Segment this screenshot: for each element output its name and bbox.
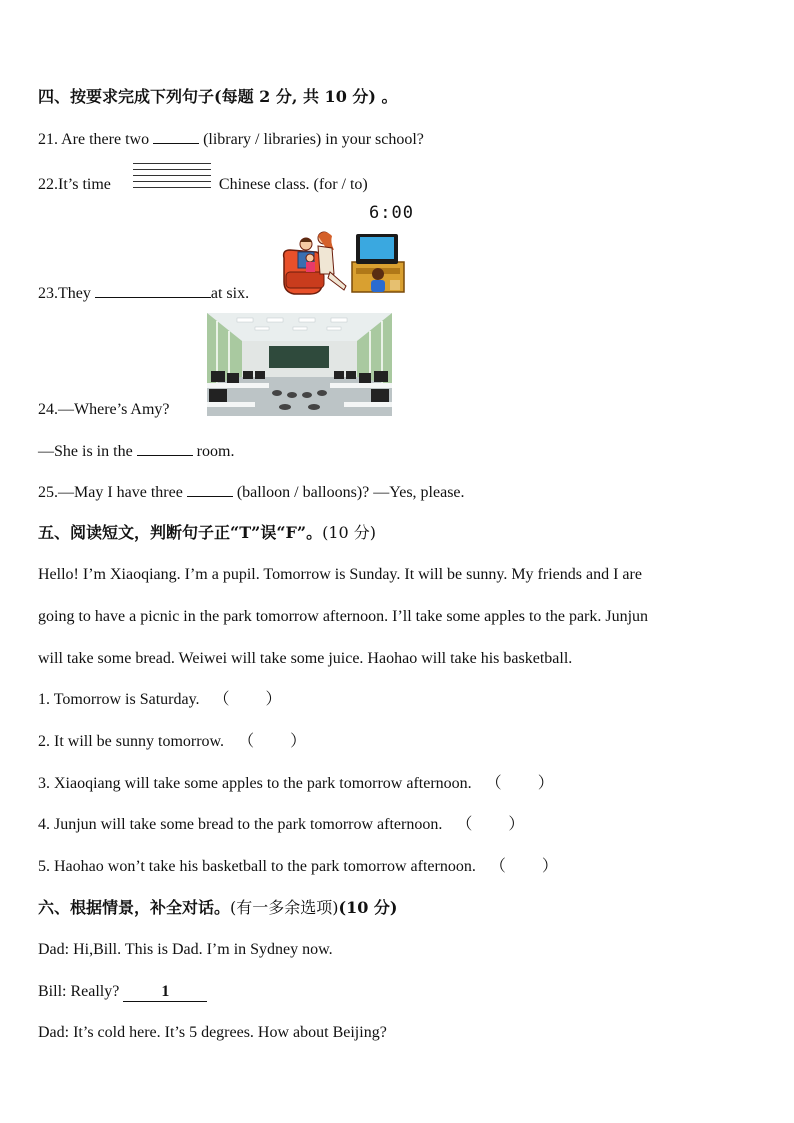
- q24-answer-before: —She is in the: [38, 443, 137, 460]
- tf-item-5-text: 5. Haohao won’t take his basketball to the park tomorrow afternoon.: [38, 858, 476, 875]
- q23-text-after: at six.: [210, 285, 250, 302]
- section6-heading: [38, 898, 398, 918]
- computer-room-photo: [207, 313, 392, 416]
- dialogue-bill-1: [38, 982, 207, 1002]
- passage-line-2: going to have a picnic in the park tomorrow afternoon. I’ll take some apples to the park. Junjun: [38, 608, 649, 625]
- tf-item-1-answer-paren[interactable]: （ ）: [213, 691, 282, 708]
- q23-blank[interactable]: [95, 283, 211, 298]
- q24-blank[interactable]: [137, 441, 193, 456]
- section4-heading: 四、按要求完成下列句子(每题 2 分, 共 10 分) 。: [38, 87, 398, 106]
- tf-item-2: [38, 732, 306, 752]
- q24-answer-after: room.: [192, 443, 235, 460]
- section6-heading-note: (有一多余选项): [230, 898, 339, 917]
- q21-text-after: (library / libraries) in your school?: [199, 131, 424, 148]
- tf-item-3-answer-paren[interactable]: （ ）: [485, 775, 554, 792]
- tf-item-1-text: 1. Tomorrow is Saturday.: [38, 691, 200, 708]
- q21-blank[interactable]: [153, 129, 199, 144]
- tf-item-5: [38, 857, 558, 877]
- dialogue-blank-1[interactable]: 1: [123, 983, 207, 1002]
- question-22: [38, 175, 368, 195]
- question-23: [38, 283, 249, 304]
- tf-item-4-answer-paren[interactable]: （ ）: [456, 816, 525, 833]
- section5-heading-text: 五、阅读短文，判断句子正“T”误“F”。: [38, 523, 323, 542]
- dialogue-dad-1: Dad: Hi,Bill. This is Dad. I’m in Sydney now.: [38, 941, 333, 958]
- q23-text-before: 23.They: [38, 285, 95, 302]
- passage-line-1: Hello! I’m Xiaoqiang. I’m a pupil. Tomorrow is Sunday. It will be sunny. My friends and I are: [38, 566, 642, 583]
- tf-item-2-text: 2. It will be sunny tomorrow.: [38, 733, 225, 750]
- q25-text-after: (balloon / balloons)? —Yes, please.: [232, 484, 465, 501]
- tf-item-4-text: 4. Junjun will take some bread to the park tomorrow afternoon.: [38, 816, 443, 833]
- dialogue-dad-2: Dad: It’s cold here. It’s 5 degrees. How about Beijing?: [38, 1024, 387, 1041]
- tf-item-3: [38, 774, 554, 794]
- family-watching-tv-illustration: [280, 228, 408, 298]
- tf-item-5-answer-paren[interactable]: （ ）: [489, 858, 558, 875]
- q23-clock-time: 6:00: [369, 203, 414, 223]
- question-24: 24.—Where’s Amy?: [38, 401, 170, 418]
- q21-text-before: 21. Are there two: [38, 131, 154, 148]
- question-24-answer: [38, 441, 234, 462]
- section6-heading-score: (10 分): [338, 898, 398, 917]
- section5-heading-score: (10 分): [322, 523, 377, 542]
- question-25: [38, 482, 465, 503]
- q22-text-before: 22.It’s time: [38, 176, 115, 193]
- section5-heading: [38, 523, 376, 543]
- q22-text-after: Chinese class. (for / to): [214, 176, 368, 193]
- tf-item-3-text: 3. Xiaoqiang will take some apples to the park tomorrow afternoon.: [38, 775, 472, 792]
- tf-item-1: [38, 690, 282, 710]
- dialogue-bill-1-text: Bill: Really?: [38, 983, 124, 1000]
- section6-heading-text: 六、根据情景，补全对话。: [38, 898, 231, 917]
- passage-line-3: will take some bread. Weiwei will take some juice. Haohao will take his basketball.: [38, 650, 573, 667]
- question-21: [38, 129, 424, 150]
- q25-blank[interactable]: [187, 482, 233, 497]
- q25-text-before: 25.—May I have three: [38, 484, 187, 501]
- tf-item-4: [38, 815, 524, 835]
- tf-item-2-answer-paren[interactable]: （ ）: [238, 733, 307, 750]
